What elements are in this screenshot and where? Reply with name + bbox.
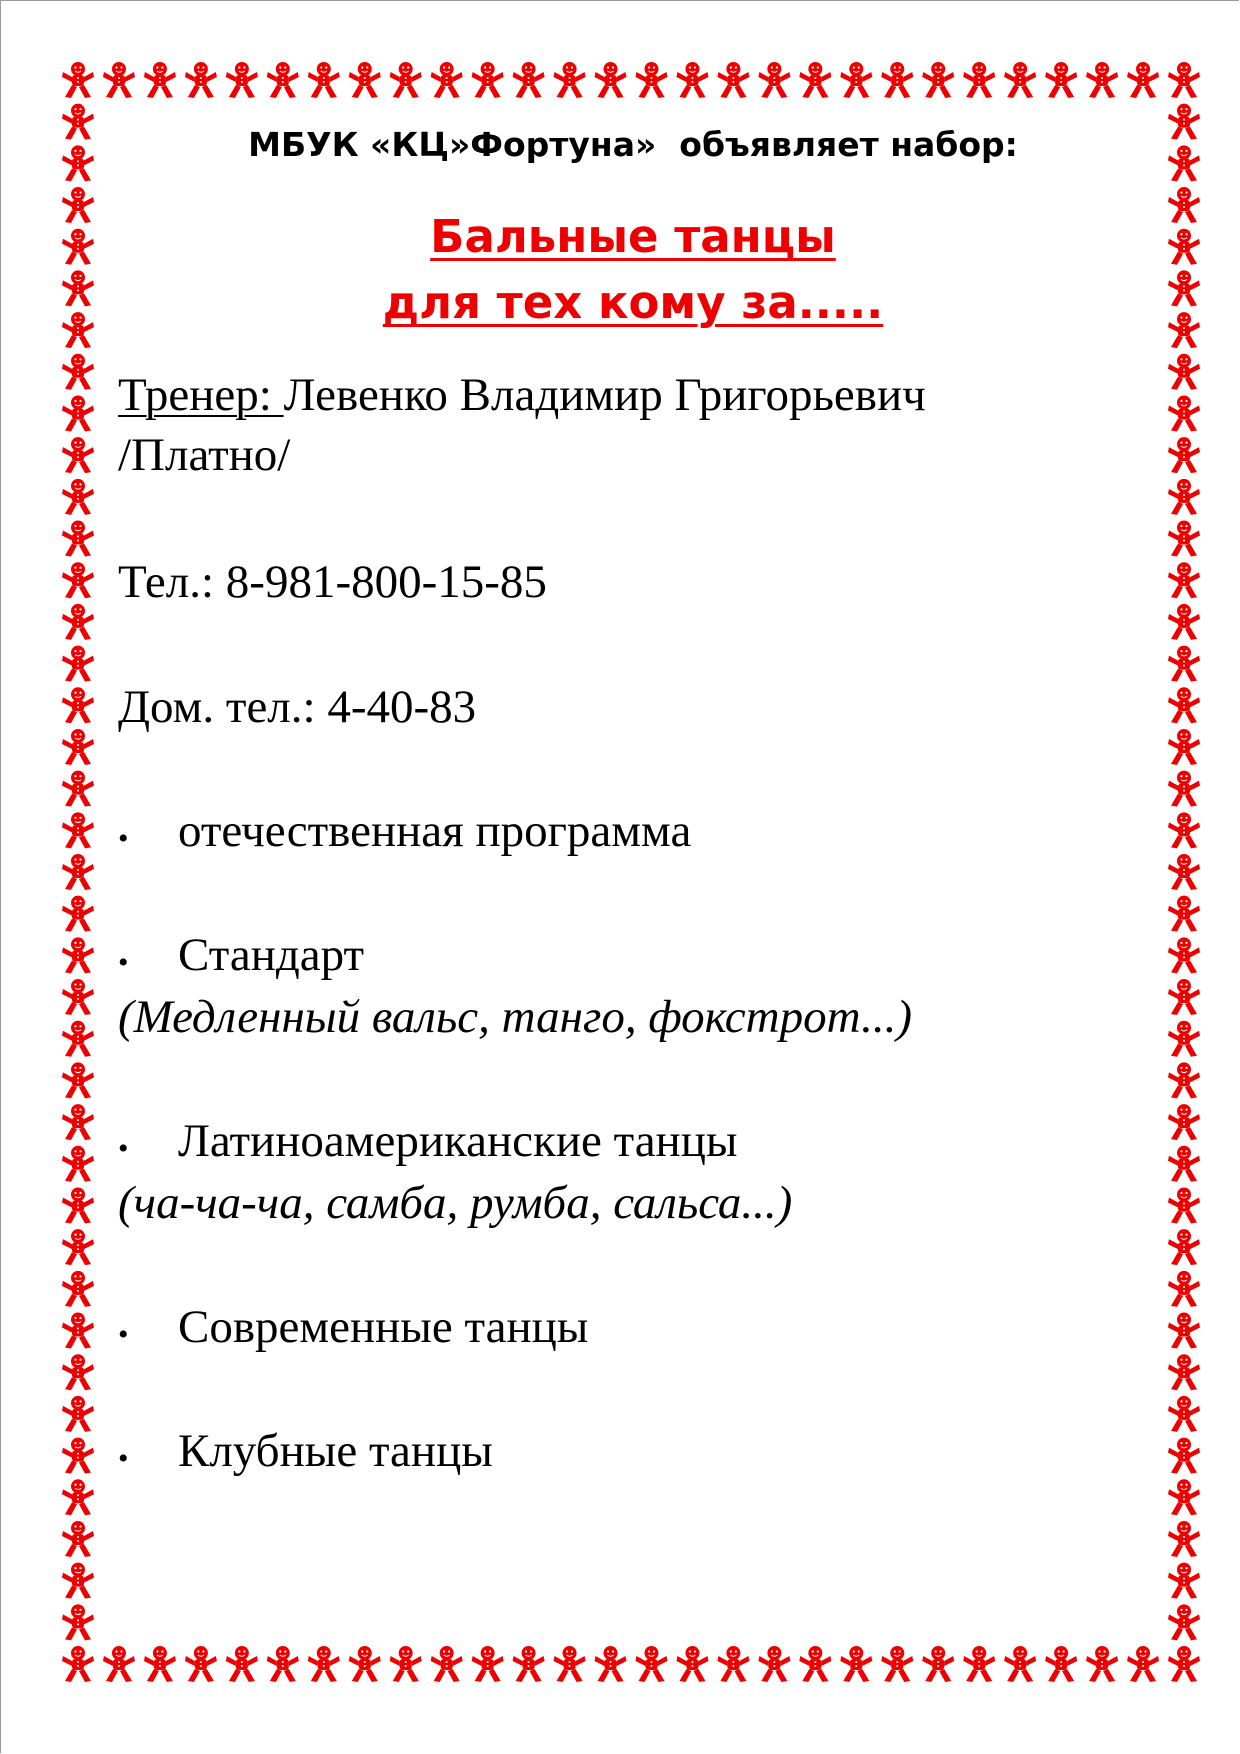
gingerbread-man-icon — [62, 562, 94, 598]
gingerbread-man-icon — [1004, 1646, 1036, 1682]
bullet-icon: • — [118, 1442, 129, 1475]
gingerbread-man-icon — [62, 1563, 94, 1599]
gingerbread-man-icon — [472, 62, 504, 98]
gingerbread-man-icon — [1168, 604, 1200, 640]
gingerbread-man-icon — [62, 937, 94, 973]
gingerbread-man-icon — [62, 1229, 94, 1265]
gingerbread-man-icon — [1168, 395, 1200, 431]
gingerbread-man-icon — [1168, 312, 1200, 348]
gingerbread-man-icon — [1168, 1479, 1200, 1515]
gingerbread-man-icon — [431, 62, 463, 98]
program-item-label: Стандарт — [178, 929, 365, 981]
gingerbread-man-icon — [1168, 479, 1200, 515]
gingerbread-man-icon — [62, 1521, 94, 1557]
gingerbread-man-icon — [758, 62, 790, 98]
gingerbread-man-icon — [1168, 1271, 1200, 1307]
gingerbread-man-icon — [267, 1646, 299, 1682]
gingerbread-man-icon — [922, 62, 954, 98]
gingerbread-man-icon — [1168, 437, 1200, 473]
gingerbread-man-icon — [1168, 896, 1200, 932]
gingerbread-man-icon — [390, 1646, 422, 1682]
gingerbread-man-icon — [1127, 62, 1159, 98]
gingerbread-man-icon — [431, 1646, 463, 1682]
bullet-icon: • — [118, 946, 129, 979]
gingerbread-man-icon — [1168, 1104, 1200, 1140]
gingerbread-man-icon — [1168, 854, 1200, 890]
gingerbread-man-icon — [1168, 771, 1200, 807]
gingerbread-man-icon — [62, 1062, 94, 1098]
gingerbread-man-icon — [1168, 1521, 1200, 1557]
gingerbread-man-icon — [1168, 1646, 1200, 1682]
gingerbread-man-icon — [1168, 646, 1200, 682]
gingerbread-man-icon — [1168, 145, 1200, 181]
gingerbread-man-icon — [267, 62, 299, 98]
trainer-label: Тренер: — [118, 369, 284, 421]
gingerbread-man-icon — [226, 62, 258, 98]
gingerbread-man-icon — [62, 1479, 94, 1515]
gingerbread-man-icon — [62, 604, 94, 640]
gingerbread-man-icon — [676, 62, 708, 98]
gingerbread-man-icon — [717, 1646, 749, 1682]
gingerbread-man-icon — [308, 62, 340, 98]
gingerbread-man-icon — [840, 62, 872, 98]
gingerbread-man-icon — [144, 1646, 176, 1682]
gingerbread-man-icon — [963, 1646, 995, 1682]
gingerbread-man-icon — [554, 62, 586, 98]
gingerbread-man-icon — [62, 1646, 94, 1682]
title-line-2: для тех кому за..... — [382, 276, 884, 329]
gingerbread-man-icon — [62, 1604, 94, 1640]
gingerbread-man-icon — [1168, 729, 1200, 765]
program-item-label: Современные танцы — [178, 1301, 589, 1353]
gingerbread-man-icon — [595, 1646, 627, 1682]
gingerbread-man-icon — [840, 1646, 872, 1682]
gingerbread-man-icon — [676, 1646, 708, 1682]
gingerbread-man-icon — [62, 812, 94, 848]
bullet-icon: • — [118, 1132, 129, 1165]
gingerbread-man-icon — [62, 1271, 94, 1307]
trainer-note: /Платно/ — [118, 429, 291, 481]
gingerbread-man-icon — [1045, 1646, 1077, 1682]
gingerbread-man-icon — [1168, 562, 1200, 598]
gingerbread-man-icon — [62, 521, 94, 557]
trainer-line — [118, 368, 926, 422]
gingerbread-man-icon — [62, 1396, 94, 1432]
bullet-icon: • — [118, 1318, 129, 1351]
gingerbread-man-icon — [472, 1646, 504, 1682]
bullet-icon: • — [118, 822, 129, 855]
gingerbread-man-icon — [62, 62, 94, 98]
gingerbread-man-icon — [635, 62, 667, 98]
announcement-header: МБУК «КЦ»Фортуна» объявляет набор: — [248, 125, 1018, 164]
gingerbread-man-icon — [62, 1438, 94, 1474]
gingerbread-man-icon — [1168, 979, 1200, 1015]
gingerbread-man-icon — [1168, 1062, 1200, 1098]
gingerbread-man-icon — [1086, 62, 1118, 98]
gingerbread-man-icon — [62, 187, 94, 223]
gingerbread-man-icon — [62, 1313, 94, 1349]
gingerbread-man-icon — [62, 979, 94, 1015]
gingerbread-man-icon — [1168, 1229, 1200, 1265]
gingerbread-man-icon — [62, 896, 94, 932]
gingerbread-man-icon — [62, 437, 94, 473]
gingerbread-man-icon — [758, 1646, 790, 1682]
gingerbread-man-icon — [62, 646, 94, 682]
gingerbread-man-icon — [635, 1646, 667, 1682]
gingerbread-man-icon — [185, 62, 217, 98]
gingerbread-man-icon — [62, 1187, 94, 1223]
gingerbread-man-icon — [1168, 1354, 1200, 1390]
gingerbread-man-icon — [1168, 1313, 1200, 1349]
gingerbread-man-icon — [1168, 1187, 1200, 1223]
gingerbread-man-icon — [595, 62, 627, 98]
gingerbread-man-icon — [185, 1646, 217, 1682]
gingerbread-man-icon — [1168, 1563, 1200, 1599]
gingerbread-man-icon — [349, 1646, 381, 1682]
gingerbread-man-icon — [717, 62, 749, 98]
gingerbread-man-icon — [62, 270, 94, 306]
gingerbread-man-icon — [62, 312, 94, 348]
gingerbread-man-icon — [881, 1646, 913, 1682]
gingerbread-man-icon — [62, 1104, 94, 1140]
program-item-detail: (ча-ча-ча, самба, румба, сальса...) — [118, 1177, 793, 1229]
gingerbread-man-icon — [554, 1646, 586, 1682]
gingerbread-man-icon — [349, 62, 381, 98]
gingerbread-man-icon — [62, 687, 94, 723]
gingerbread-man-icon — [1168, 104, 1200, 140]
poster-content — [118, 110, 1128, 1590]
gingerbread-man-icon — [390, 62, 422, 98]
gingerbread-man-icon — [799, 1646, 831, 1682]
gingerbread-man-icon — [1168, 1146, 1200, 1182]
gingerbread-man-icon — [1168, 937, 1200, 973]
home-phone: Дом. тел.: 4-40-83 — [118, 681, 477, 733]
gingerbread-man-icon — [513, 62, 545, 98]
gingerbread-man-icon — [881, 62, 913, 98]
program-item-detail: (Медленный вальс, танго, фокстрот...) — [118, 991, 912, 1043]
gingerbread-man-icon — [1045, 62, 1077, 98]
gingerbread-man-icon — [1168, 270, 1200, 306]
gingerbread-man-icon — [1168, 62, 1200, 98]
trainer-name: Левенко Владимир Григорьевич — [283, 369, 926, 421]
gingerbread-man-icon — [922, 1646, 954, 1682]
gingerbread-man-icon — [1168, 687, 1200, 723]
title-line-1: Бальные танцы — [430, 210, 836, 263]
gingerbread-man-icon — [1168, 1396, 1200, 1432]
gingerbread-man-icon — [799, 62, 831, 98]
program-item-label: Латиноамериканские танцы — [178, 1115, 738, 1167]
program-item-label: отечественная программа — [178, 805, 692, 857]
gingerbread-man-icon — [62, 1021, 94, 1057]
gingerbread-man-icon — [103, 1646, 135, 1682]
gingerbread-man-icon — [103, 62, 135, 98]
gingerbread-man-icon — [62, 729, 94, 765]
gingerbread-man-icon — [308, 1646, 340, 1682]
gingerbread-man-icon — [62, 854, 94, 890]
gingerbread-man-icon — [513, 1646, 545, 1682]
phone: Тел.: 8-981-800-15-85 — [118, 556, 547, 608]
gingerbread-man-icon — [144, 62, 176, 98]
gingerbread-man-icon — [1127, 1646, 1159, 1682]
gingerbread-man-icon — [62, 395, 94, 431]
gingerbread-man-icon — [62, 229, 94, 265]
gingerbread-man-icon — [1168, 1438, 1200, 1474]
gingerbread-man-icon — [62, 1354, 94, 1390]
gingerbread-man-icon — [1168, 229, 1200, 265]
gingerbread-man-icon — [62, 1146, 94, 1182]
gingerbread-man-icon — [62, 354, 94, 390]
gingerbread-man-icon — [1168, 812, 1200, 848]
gingerbread-man-icon — [1004, 62, 1036, 98]
gingerbread-man-icon — [1168, 521, 1200, 557]
gingerbread-man-icon — [1168, 1604, 1200, 1640]
gingerbread-man-icon — [62, 771, 94, 807]
gingerbread-man-icon — [226, 1646, 258, 1682]
gingerbread-man-icon — [1086, 1646, 1118, 1682]
gingerbread-man-icon — [1168, 187, 1200, 223]
program-item-label: Клубные танцы — [178, 1425, 493, 1477]
gingerbread-man-icon — [963, 62, 995, 98]
gingerbread-man-icon — [1168, 354, 1200, 390]
gingerbread-man-icon — [62, 479, 94, 515]
gingerbread-man-icon — [62, 145, 94, 181]
gingerbread-man-icon — [1168, 1021, 1200, 1057]
gingerbread-man-icon — [62, 104, 94, 140]
